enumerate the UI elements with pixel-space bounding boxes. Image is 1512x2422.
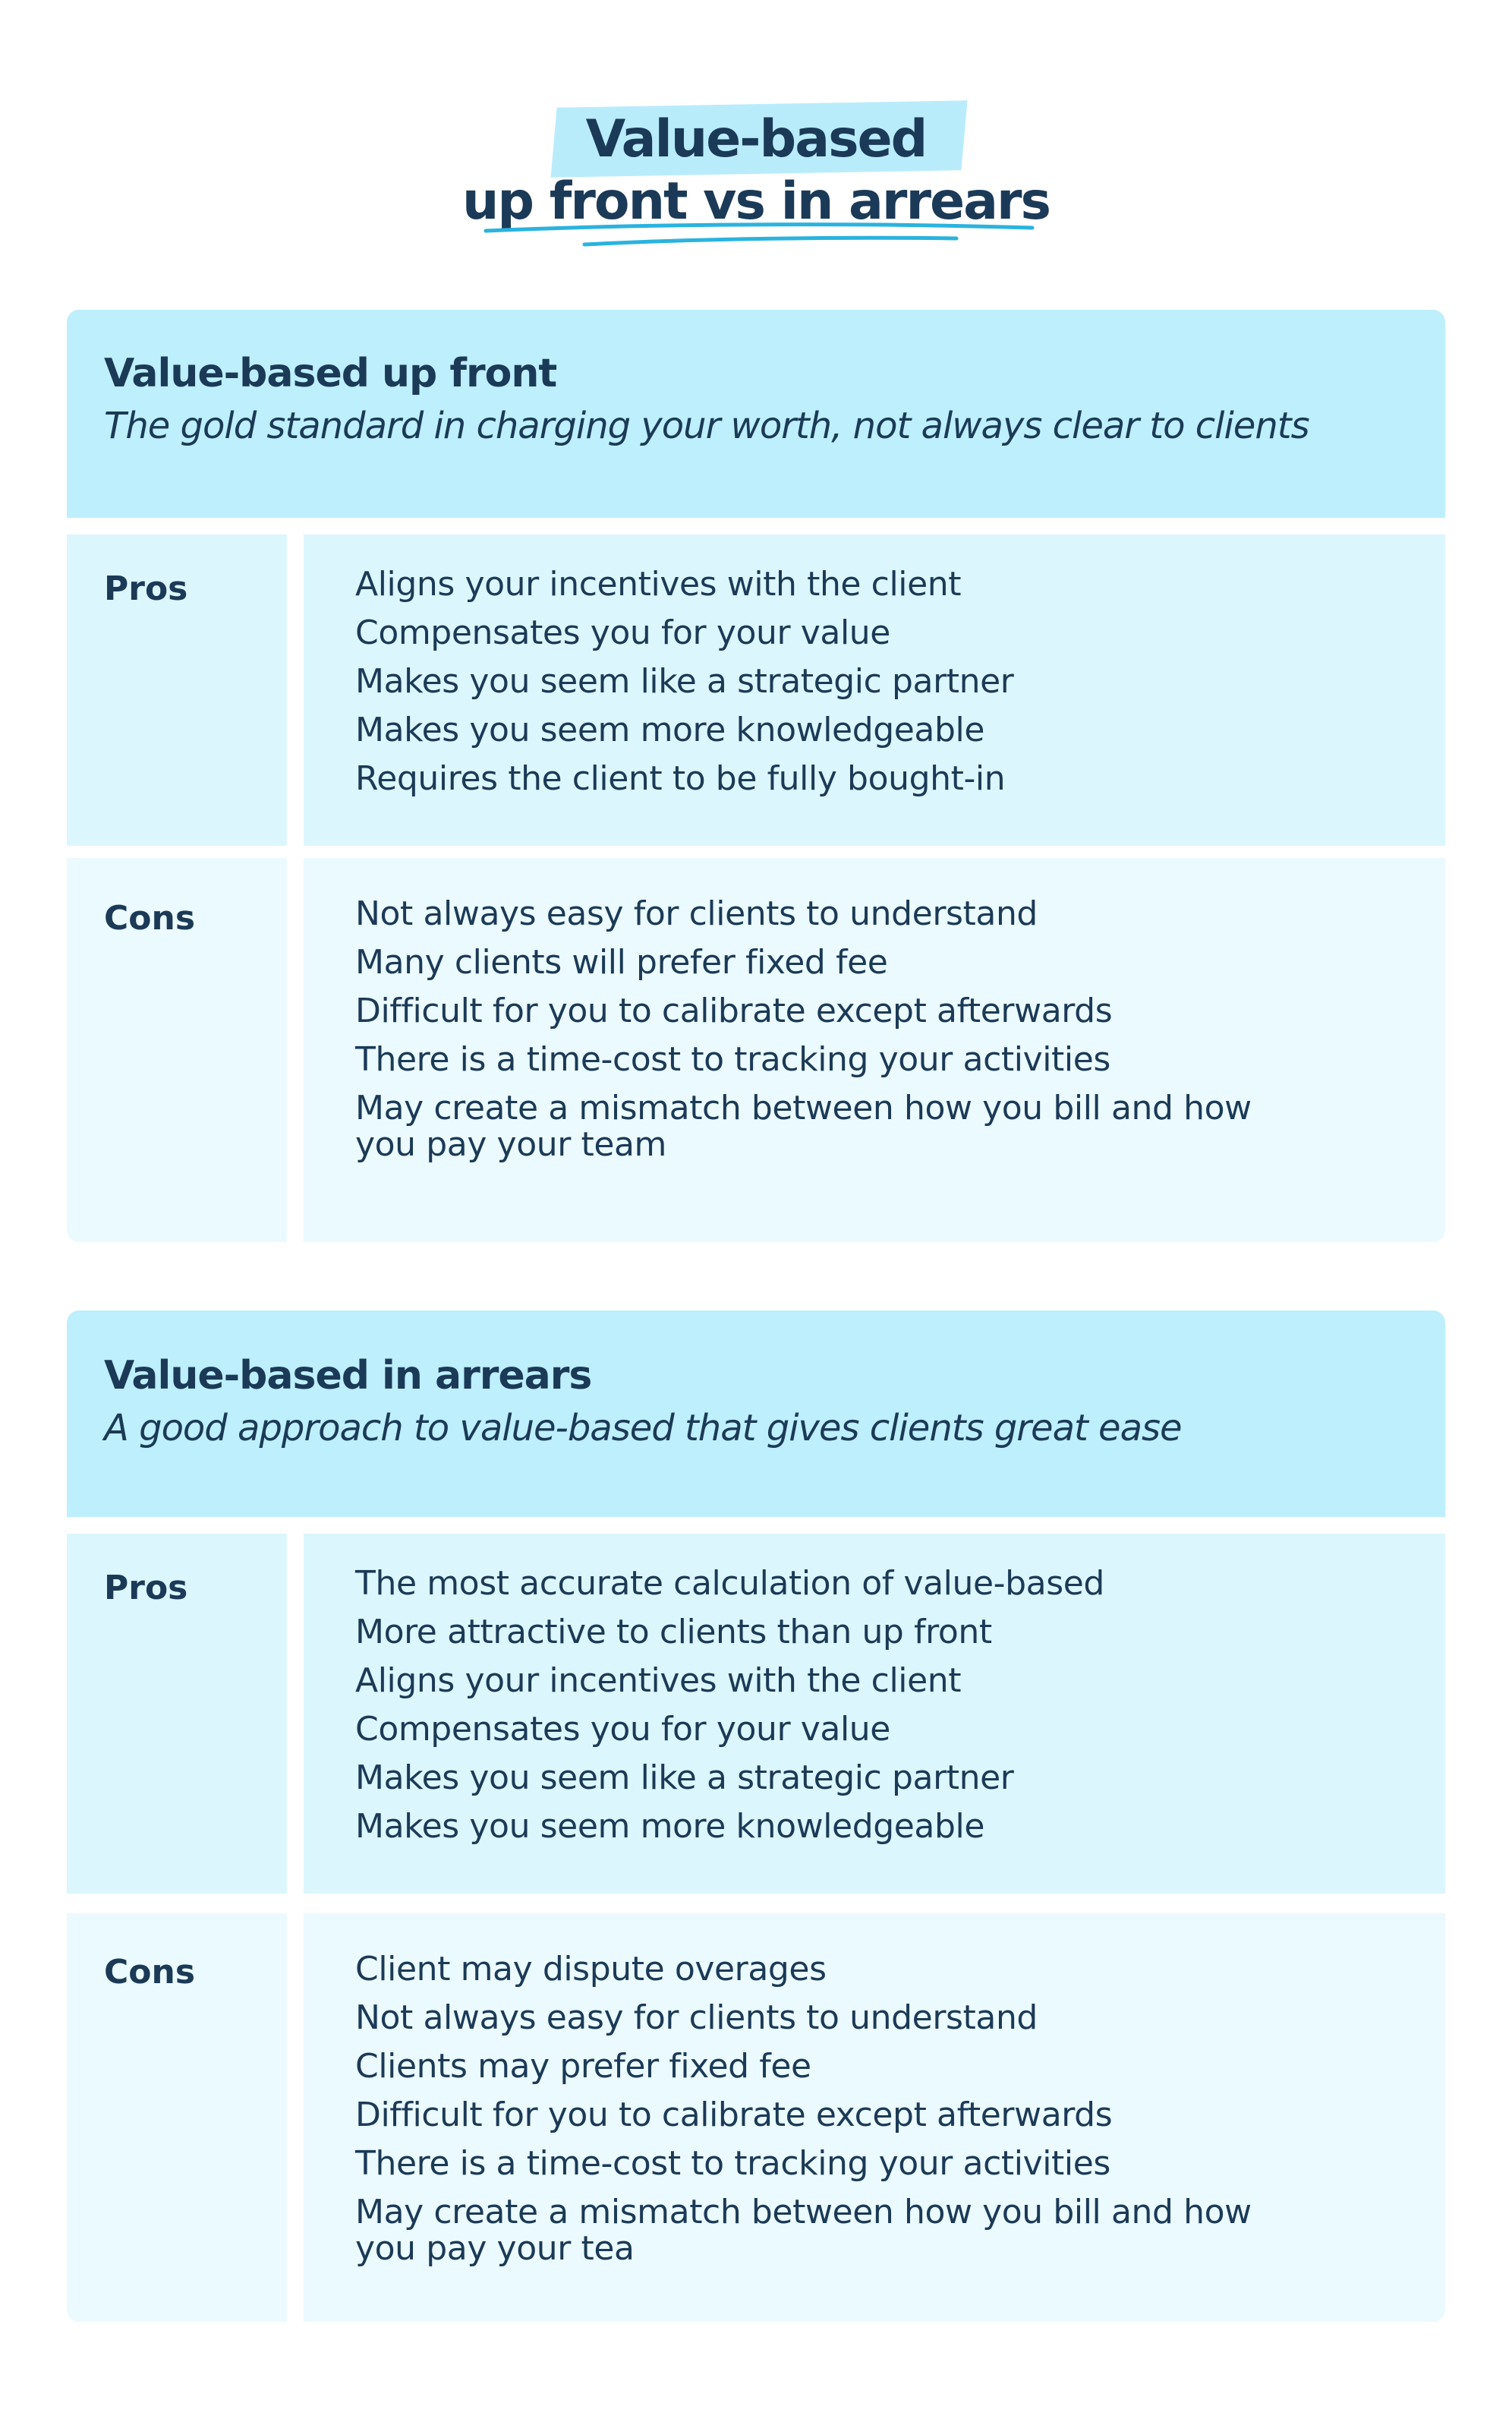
list-item: Requires the client to be fully bought-in bbox=[355, 759, 1006, 798]
list-item: Makes you seem like a strategic partner bbox=[355, 1758, 1014, 1797]
cons-label: Cons bbox=[104, 899, 196, 938]
cons-label: Cons bbox=[104, 1953, 196, 1992]
section-title: Value-based in arrears bbox=[104, 1353, 592, 1399]
list-item: More attractive to clients than up front bbox=[355, 1613, 992, 1651]
title-underline-squiggle bbox=[471, 214, 1047, 252]
pros-label-cell bbox=[67, 1534, 287, 1894]
cons-label-cell bbox=[67, 858, 287, 1242]
pros-list-cell bbox=[304, 535, 1445, 846]
cons-list-cell bbox=[304, 858, 1445, 1242]
list-item: Makes you seem more knowledgeable bbox=[355, 1807, 985, 1846]
pros-label: Pros bbox=[104, 1569, 188, 1607]
cons-label-cell bbox=[67, 1913, 287, 2322]
cons-list-cell bbox=[304, 1913, 1445, 2322]
list-item: The most accurate calculation of value-based bbox=[355, 1564, 1104, 1603]
list-item: Clients may prefer fixed fee bbox=[355, 2047, 811, 2086]
list-item: There is a time-cost to tracking your activities bbox=[355, 2144, 1110, 2183]
list-item: May create a mismatch between how you bill and how you pay your tea bbox=[355, 2193, 1252, 2268]
list-item: Aligns your incentives with the client bbox=[355, 565, 962, 604]
section-subtitle: A good approach to value-based that gives clients great ease bbox=[104, 1407, 1182, 1449]
pros-list-cell bbox=[304, 1534, 1445, 1894]
cons-list bbox=[355, 1951, 1289, 2279]
page-title-line-1: Value-based bbox=[585, 109, 927, 169]
list-item: Difficult for you to calibrate except afterwards bbox=[355, 992, 1113, 1030]
cons-list bbox=[355, 896, 1289, 1175]
section-header-in-arrears bbox=[67, 1310, 1445, 1517]
section-title: Value-based up front bbox=[104, 351, 557, 396]
list-item: Client may dispute overages bbox=[355, 1950, 827, 1988]
list-item: There is a time-cost to tracking your activities bbox=[355, 1040, 1110, 1079]
page-title-line-2: up front vs in arrears bbox=[461, 172, 1051, 232]
list-item: Makes you seem like a strategic partner bbox=[355, 662, 1014, 701]
pros-list bbox=[355, 566, 1289, 809]
list-item: May create a mismatch between how you bill and how you pay your team bbox=[355, 1089, 1252, 1164]
pros-label-cell bbox=[67, 535, 287, 846]
pros-label: Pros bbox=[104, 569, 188, 608]
list-item: Not always easy for clients to understand bbox=[355, 1998, 1038, 2037]
list-item: Difficult for you to calibrate except afterwards bbox=[355, 2096, 1113, 2134]
list-item: Not always easy for clients to understand bbox=[355, 894, 1038, 933]
section-header-up-front bbox=[67, 310, 1445, 518]
pros-list bbox=[355, 1566, 1289, 1857]
list-item: Aligns your incentives with the client bbox=[355, 1661, 962, 1700]
section-subtitle: The gold standard in charging your worth, not always clear to clients bbox=[104, 405, 1309, 447]
list-item: Compensates you for your value bbox=[355, 1710, 890, 1749]
list-item: Compensates you for your value bbox=[355, 613, 890, 652]
list-item: Makes you seem more knowledgeable bbox=[355, 711, 985, 749]
list-item: Many clients will prefer fixed fee bbox=[355, 943, 888, 982]
